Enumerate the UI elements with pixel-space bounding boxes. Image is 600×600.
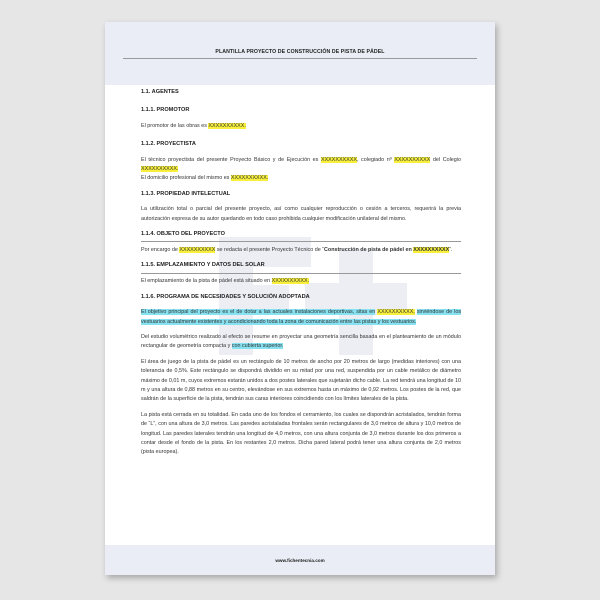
programa-placeholder: XXXXXXXXXX, [377, 309, 415, 316]
proyectista-placeholder-2: XXXXXXXXXX [394, 156, 431, 163]
promotor-placeholder: XXXXXXXXXX. [208, 122, 246, 129]
objeto-placeholder-1: XXXXXXXXXX [179, 246, 216, 253]
estudio-paragraph [141, 333, 461, 352]
header-divider [123, 58, 477, 59]
proyectista-placeholder-3: XXXXXXXXXX. [141, 166, 179, 173]
footer-url: www.fichentecnia.com [275, 558, 325, 563]
estudio-text: Del estudio volumétrico realizado al efecto se resume en proyectar una geometría sencilla basada en el planteamiento de un módulo rectangular de geometría compacta y [141, 333, 461, 350]
section-proyectista-title: 1.1.2. PROYECTISTA [141, 141, 196, 148]
section-propiedad-title: 1.1.3. PROPIEDAD INTELECTUAL [141, 190, 231, 197]
section-rule [141, 273, 461, 274]
proyectista-text-3: del Colegio [432, 156, 461, 163]
section-promotor-title: 1.1.1. PROMOTOR [141, 107, 190, 114]
objeto-text-3: ”. [449, 246, 453, 253]
domicilio-text: El domicilio profesional del mismo es [141, 175, 230, 182]
objeto-bold-title: Construcción de pista de pádel en [324, 246, 412, 253]
promotor-paragraph [141, 122, 461, 131]
document-page [105, 22, 495, 575]
emplazamiento-placeholder: XXXXXXXXXX. [271, 278, 310, 285]
objeto-text-1: Por encargo de [141, 246, 178, 253]
emplazamiento-text: El emplazamiento de la pista de pádel está situado en [141, 278, 271, 285]
section-programa-title: 1.1.6. PROGRAMA DE NECESIDADES Y SOLUCIÓN ADOPTADA [141, 293, 310, 300]
page-header-title: PLANTILLA PROYECTO DE CONSTRUCCIÓN DE PISTA DE PÁDEL [215, 49, 385, 55]
cerramiento-paragraph: La pista está cerrada en su totalidad. En cada uno de los fondos el cerramiento, los cuales se dispondrán acristalados, tendrán forma de “L”, con una altura de 3,0 metros. Las paredes acristaladas frontales serán rectangulares de 3,0 metros de altura y 10,0 metros de longitud. Las paredes laterales tendrán una longitud de 4,0 metros, con una altura conjunta de 3,0 metros durante los dos primeros a contar desde el fondo de la pista. En los restantes 2,0 metros. Dicha pared lateral podrá tener una altura conjunta de 2,0 metros (pista europea). [141, 411, 461, 456]
domicilio-placeholder: XXXXXXXXXX. [230, 175, 269, 182]
proyectista-text-2: , colegiado nº [356, 156, 392, 163]
document-body [141, 88, 461, 458]
proyectista-text-1: El técnico proyectista del presente Proyecto Básico y de Ejecución es [141, 156, 319, 163]
emplazamiento-paragraph [141, 277, 461, 286]
proyectista-paragraph [141, 156, 461, 175]
section-objeto-title: 1.1.4. OBJETO DEL PROYECTO [141, 231, 225, 238]
estudio-highlight: con cubierta superior. [231, 343, 284, 350]
proyectista-placeholder-1: XXXXXXXXXX [320, 156, 357, 163]
objeto-paragraph [141, 246, 461, 255]
section-emplazamiento-title: 1.1.5. EMPLAZAMIENTO Y DATOS DEL SOLAR [141, 262, 265, 269]
area-paragraph: El área de juego de la pista de pádel es un rectángulo de 10 metros de ancho por 20 metros de largo (medidas interiores) con una tolerancia de 0,5%. Este rectángulo se dispondrá dividido en su mitad por una red, suspendida por un cable metálico de diámetro máximo de 0,01 m, cuyos extremos estarán unidos a dos postes laterales que sujetarán dicho cable. La red tendrá una longitud de 10 m y una altura de 0,88 metros en su centro, elevándose en sus extremos hasta un máximo de 0,92 metros. Los postes de la red, que saldrán de la superficie de la pista, tendrán sus caras interiores coincidiendo con los límites laterales de la pista. [141, 358, 461, 403]
objeto-text-2: se redacta el presente Proyecto Técnico de “ [216, 246, 325, 253]
domicilio-paragraph [141, 174, 461, 183]
propiedad-paragraph: La utilización total o parcial del presente proyecto, así como cualquier reproducción o cesión a terceros, requerirá la previa autorización expresa de su autor quedando en todo caso prohibida cualquier modificación unilateral del mismo. [141, 206, 461, 222]
section-agentes-title: 1.1. AGENTES [141, 89, 179, 95]
section-rule [141, 241, 461, 242]
programa-highlight-1: El objetivo principal del proyecto es el de dotar a las actuales instalaciones deportivas, sitas en [141, 309, 376, 316]
programa-paragraph [141, 308, 461, 327]
promotor-text: El promotor de las obras es [141, 122, 207, 129]
programa-highlight-2: sirviéndose de los vestuarios actualmente existentes y acondicionando toda la zona de comunicación entre las pistas y los vestuarios. [141, 309, 462, 325]
objeto-placeholder-2: XXXXXXXXXX [413, 246, 450, 253]
